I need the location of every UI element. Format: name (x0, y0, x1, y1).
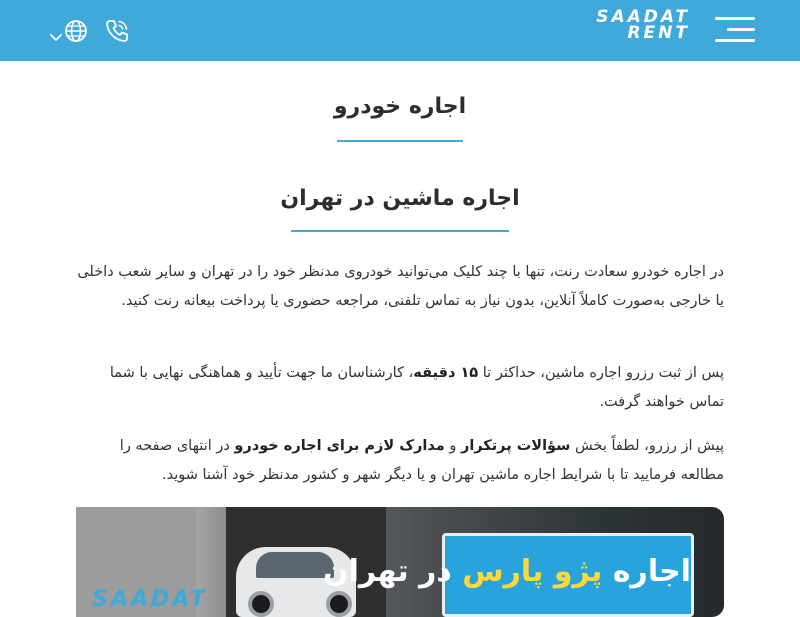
p2-bold-time: ۱۵ دقیقه (413, 365, 479, 381)
heading-underline (291, 230, 509, 232)
sign-text-end: در تهران (323, 554, 463, 589)
section-heading: اجاره ماشین در تهران (280, 186, 520, 211)
faq-paragraph (76, 432, 724, 490)
p2-text-end: ، کارشناسان ما جهت تأیید و هماهنگی نهایی با شما تماس خواهند گرفت. (109, 365, 724, 410)
p3-text-end: در انتهای صفحه را مطالعه فرمایید تا با شرایط اجاره ماشین تهران و یا دیگر شهر و کشور مدنظر خود آشنا شوید. (119, 438, 724, 483)
menu-icon[interactable] (715, 17, 755, 43)
banner-brand-logo: SAADAT (92, 587, 209, 612)
peugeot-pars-banner-image (76, 507, 724, 617)
site-logo[interactable] (576, 8, 690, 44)
title-underline (337, 140, 463, 142)
sign-text-accent: پژو پارس (462, 554, 603, 589)
banner-sign (323, 533, 694, 617)
intro-paragraph: در اجاره خودرو سعادت رنت، تنها با چند کلیک می‌توانید خودروی مدنظر خود را در تهران و سایر شعب داخلی یا خارجی به‌صورت کاملاً آنلاین، بدون نیاز به تماس تلفنی، مراجعه حضوری یا پرداخت بیعانه رنت کنید. (77, 264, 724, 309)
globe-icon[interactable] (64, 19, 88, 43)
documents-link-text: مدارک لازم برای اجاره خودرو (234, 438, 445, 454)
logo-line-2: RENT (627, 23, 690, 43)
sign-text-start: اجاره (602, 554, 691, 589)
p3-text-start: پیش از رزرو، لطفاً بخش (570, 438, 724, 454)
p2-text-start: پس از ثبت رزرو اجاره ماشین، حداکثر تا (478, 365, 724, 381)
phone-icon[interactable] (104, 18, 130, 44)
page-title: اجاره خودرو (333, 94, 467, 119)
confirmation-paragraph (76, 359, 724, 417)
car-wheel-front (248, 591, 274, 617)
logo-line-1: SAADAT (596, 7, 690, 27)
faq-link-text: سؤالات پرتکرار (460, 438, 571, 454)
site-header (0, 0, 800, 61)
chevron-down-icon[interactable] (50, 27, 62, 36)
p3-text-mid: و (444, 438, 461, 454)
